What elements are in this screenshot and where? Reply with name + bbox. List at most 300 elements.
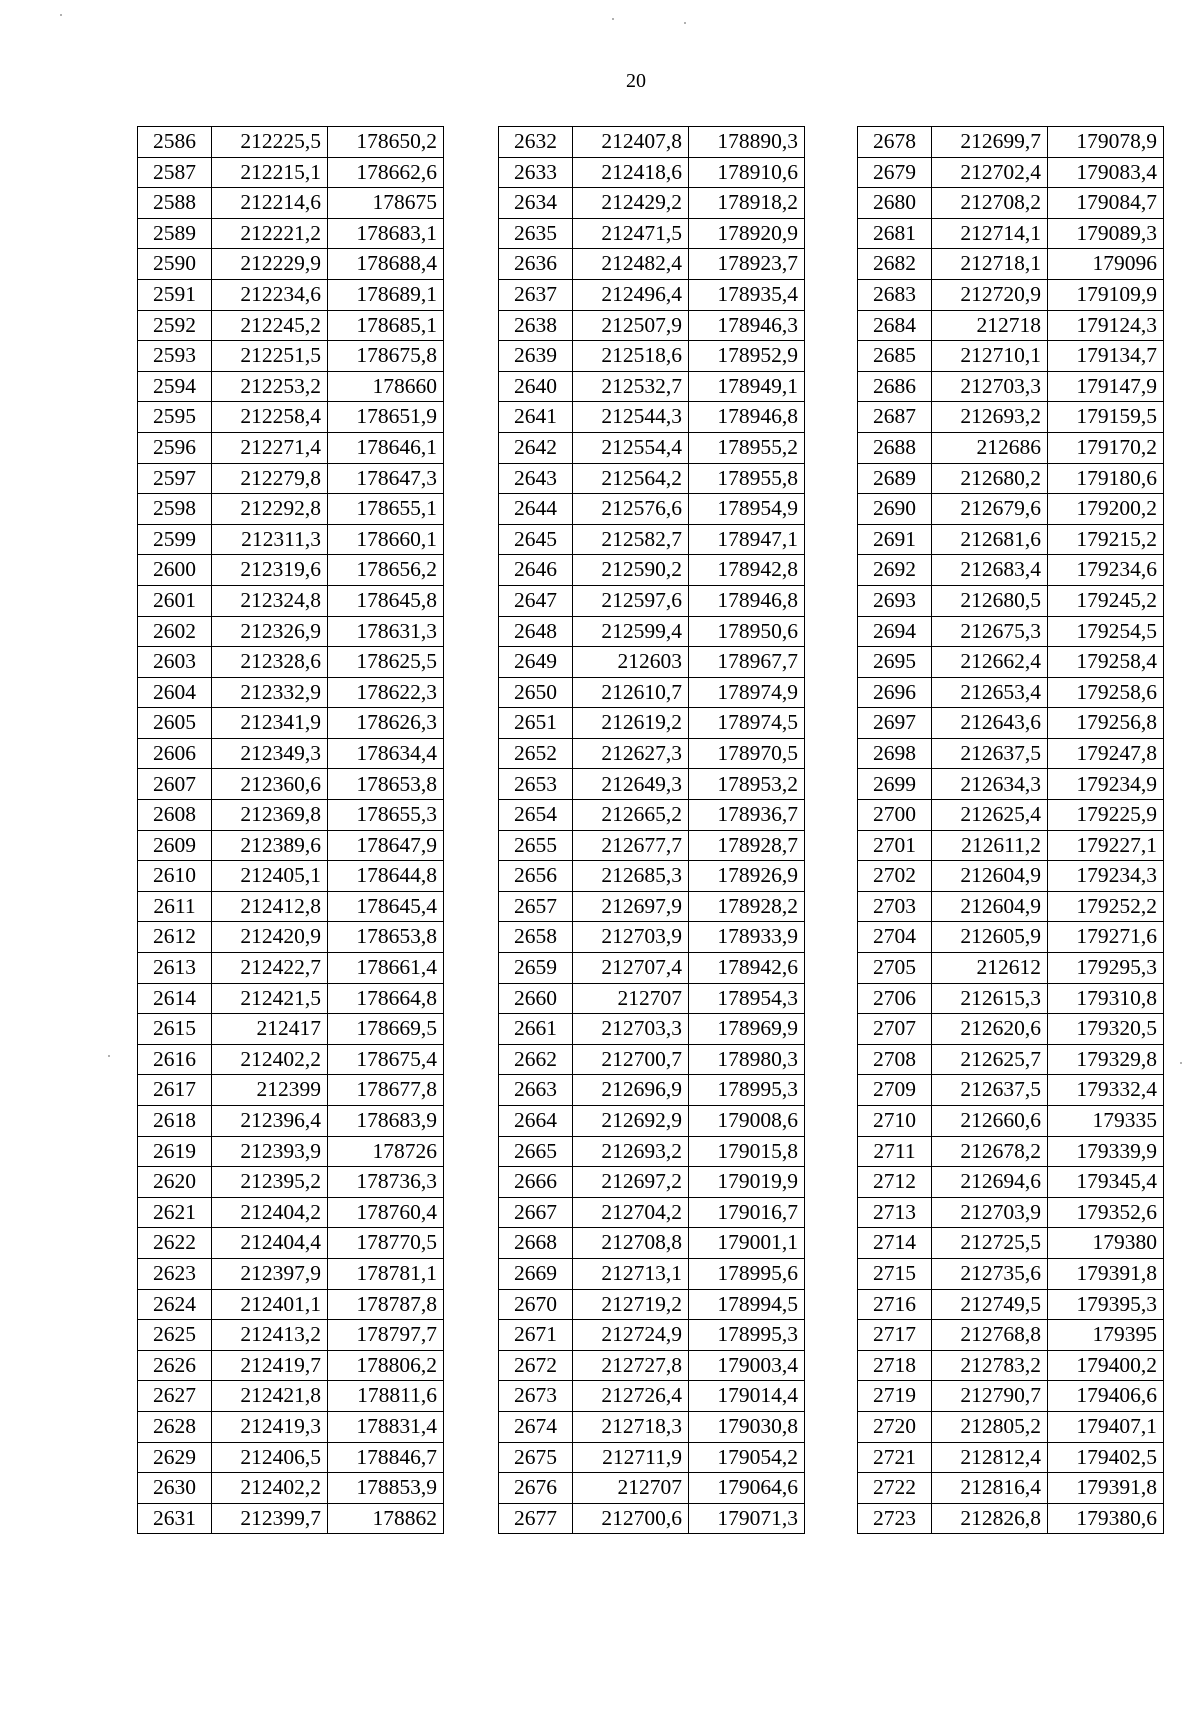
table-row (499, 1167, 805, 1198)
y-coordinate-cell: 178954,3 (689, 983, 805, 1014)
point-number-cell: 2699 (858, 769, 932, 800)
y-coordinate-cell: 179258,6 (1048, 677, 1164, 708)
table-row (858, 1411, 1164, 1442)
table-row (138, 585, 444, 616)
y-coordinate-cell: 179234,3 (1048, 861, 1164, 892)
x-coordinate-cell: 212699,7 (932, 127, 1048, 158)
y-coordinate-cell: 178653,8 (328, 922, 444, 953)
y-coordinate-cell: 179124,3 (1048, 310, 1164, 341)
table-row (138, 1106, 444, 1137)
point-number-cell: 2660 (499, 983, 573, 1014)
table-row (858, 953, 1164, 984)
x-coordinate-cell: 212401,1 (212, 1289, 328, 1320)
y-coordinate-cell: 178933,9 (689, 922, 805, 953)
table-row (858, 983, 1164, 1014)
table-row (858, 1473, 1164, 1504)
x-coordinate-cell: 212643,6 (932, 708, 1048, 739)
x-coordinate-cell: 212532,7 (573, 371, 689, 402)
point-number-cell: 2635 (499, 218, 573, 249)
x-coordinate-cell: 212326,9 (212, 616, 328, 647)
y-coordinate-cell: 178953,2 (689, 769, 805, 800)
y-coordinate-cell: 179395 (1048, 1320, 1164, 1351)
y-coordinate-cell: 179380,6 (1048, 1503, 1164, 1534)
x-coordinate-cell: 212406,5 (212, 1442, 328, 1473)
table-row (499, 341, 805, 372)
x-coordinate-cell: 212677,7 (573, 830, 689, 861)
x-coordinate-cell: 212662,4 (932, 647, 1048, 678)
table-row (138, 555, 444, 586)
point-number-cell: 2715 (858, 1258, 932, 1289)
y-coordinate-cell: 179234,9 (1048, 769, 1164, 800)
y-coordinate-cell: 178622,3 (328, 677, 444, 708)
table-row (499, 953, 805, 984)
table-row (499, 463, 805, 494)
x-coordinate-cell: 212725,5 (932, 1228, 1048, 1259)
point-number-cell: 2671 (499, 1320, 573, 1351)
y-coordinate-cell: 178955,2 (689, 432, 805, 463)
point-number-cell: 2705 (858, 953, 932, 984)
table-row (499, 830, 805, 861)
point-number-cell: 2638 (499, 310, 573, 341)
x-coordinate-cell: 212471,5 (573, 218, 689, 249)
point-number-cell: 2589 (138, 218, 212, 249)
point-number-cell: 2624 (138, 1289, 212, 1320)
x-coordinate-cell: 212703,9 (573, 922, 689, 953)
y-coordinate-cell: 178995,3 (689, 1075, 805, 1106)
x-coordinate-cell: 212225,5 (212, 127, 328, 158)
point-number-cell: 2600 (138, 555, 212, 586)
table-row (499, 1320, 805, 1351)
point-number-cell: 2592 (138, 310, 212, 341)
x-coordinate-cell: 212422,7 (212, 953, 328, 984)
point-number-cell: 2623 (138, 1258, 212, 1289)
y-coordinate-cell: 179400,2 (1048, 1350, 1164, 1381)
y-coordinate-cell: 178644,8 (328, 861, 444, 892)
table-row (138, 891, 444, 922)
table-row (499, 1136, 805, 1167)
point-number-cell: 2622 (138, 1228, 212, 1259)
x-coordinate-cell: 212665,2 (573, 800, 689, 831)
x-coordinate-cell: 212710,1 (932, 341, 1048, 372)
point-number-cell: 2657 (499, 891, 573, 922)
y-coordinate-cell: 178928,7 (689, 830, 805, 861)
y-coordinate-cell: 178950,6 (689, 616, 805, 647)
x-coordinate-cell: 212612 (932, 953, 1048, 984)
point-number-cell: 2602 (138, 616, 212, 647)
x-coordinate-cell: 212619,2 (573, 708, 689, 739)
point-number-cell: 2615 (138, 1014, 212, 1045)
x-coordinate-cell: 212685,3 (573, 861, 689, 892)
x-coordinate-cell: 212680,5 (932, 585, 1048, 616)
point-number-cell: 2587 (138, 157, 212, 188)
point-number-cell: 2646 (499, 555, 573, 586)
x-coordinate-cell: 212214,6 (212, 188, 328, 219)
table-row (138, 1289, 444, 1320)
x-coordinate-cell: 212554,4 (573, 432, 689, 463)
x-coordinate-cell: 212634,3 (932, 769, 1048, 800)
x-coordinate-cell: 212637,5 (932, 1075, 1048, 1106)
y-coordinate-cell: 178661,4 (328, 953, 444, 984)
y-coordinate-cell: 178936,7 (689, 800, 805, 831)
table-row (858, 1136, 1164, 1167)
x-coordinate-cell: 212311,3 (212, 524, 328, 555)
table-row (138, 310, 444, 341)
x-coordinate-cell: 212369,8 (212, 800, 328, 831)
y-coordinate-cell: 178645,4 (328, 891, 444, 922)
point-number-cell: 2701 (858, 830, 932, 861)
table-row (858, 188, 1164, 219)
x-coordinate-cell: 212349,3 (212, 738, 328, 769)
table-row (499, 891, 805, 922)
table-row (858, 127, 1164, 158)
table-row (499, 1503, 805, 1534)
y-coordinate-cell: 179019,9 (689, 1167, 805, 1198)
table-row (499, 769, 805, 800)
x-coordinate-cell: 212599,4 (573, 616, 689, 647)
point-number-cell: 2612 (138, 922, 212, 953)
table-row (858, 555, 1164, 586)
table-row (499, 524, 805, 555)
x-coordinate-cell: 212625,4 (932, 800, 1048, 831)
table-row (138, 524, 444, 555)
table-row (138, 1136, 444, 1167)
point-number-cell: 2634 (499, 188, 573, 219)
point-number-cell: 2692 (858, 555, 932, 586)
x-coordinate-cell: 212649,3 (573, 769, 689, 800)
point-number-cell: 2608 (138, 800, 212, 831)
table-row (499, 800, 805, 831)
x-coordinate-cell: 212396,4 (212, 1106, 328, 1137)
y-coordinate-cell: 179001,1 (689, 1228, 805, 1259)
x-coordinate-cell: 212405,1 (212, 861, 328, 892)
x-coordinate-cell: 212714,1 (932, 218, 1048, 249)
x-coordinate-cell: 212805,2 (932, 1411, 1048, 1442)
x-coordinate-cell: 212681,6 (932, 524, 1048, 555)
y-coordinate-cell: 179234,6 (1048, 555, 1164, 586)
x-coordinate-cell: 212707,4 (573, 953, 689, 984)
x-coordinate-cell: 212253,2 (212, 371, 328, 402)
y-coordinate-cell: 179406,6 (1048, 1381, 1164, 1412)
y-coordinate-cell: 178664,8 (328, 983, 444, 1014)
point-number-cell: 2625 (138, 1320, 212, 1351)
x-coordinate-cell: 212597,6 (573, 585, 689, 616)
x-coordinate-cell: 212419,7 (212, 1350, 328, 1381)
y-coordinate-cell: 179030,8 (689, 1411, 805, 1442)
x-coordinate-cell: 212564,2 (573, 463, 689, 494)
y-coordinate-cell: 179332,4 (1048, 1075, 1164, 1106)
table-row (499, 983, 805, 1014)
table-row (499, 1473, 805, 1504)
y-coordinate-cell: 178689,1 (328, 279, 444, 310)
point-number-cell: 2703 (858, 891, 932, 922)
y-coordinate-cell: 179054,2 (689, 1442, 805, 1473)
point-number-cell: 2687 (858, 402, 932, 433)
point-number-cell: 2599 (138, 524, 212, 555)
x-coordinate-cell: 212399,7 (212, 1503, 328, 1534)
point-number-cell: 2717 (858, 1320, 932, 1351)
x-coordinate-cell: 212251,5 (212, 341, 328, 372)
x-coordinate-cell: 212482,4 (573, 249, 689, 280)
y-coordinate-cell: 179254,5 (1048, 616, 1164, 647)
table-row (138, 1258, 444, 1289)
table-row (138, 1442, 444, 1473)
point-number-cell: 2629 (138, 1442, 212, 1473)
table-row (138, 1473, 444, 1504)
x-coordinate-cell: 212332,9 (212, 677, 328, 708)
table-row (858, 1381, 1164, 1412)
table-row (858, 432, 1164, 463)
point-number-cell: 2694 (858, 616, 932, 647)
x-coordinate-cell: 212319,6 (212, 555, 328, 586)
y-coordinate-cell: 178655,3 (328, 800, 444, 831)
point-number-cell: 2614 (138, 983, 212, 1014)
x-coordinate-cell: 212697,2 (573, 1167, 689, 1198)
point-number-cell: 2680 (858, 188, 932, 219)
y-coordinate-cell: 179352,6 (1048, 1197, 1164, 1228)
x-coordinate-cell: 212693,2 (932, 402, 1048, 433)
table-row (499, 616, 805, 647)
table-row (138, 127, 444, 158)
point-number-cell: 2655 (499, 830, 573, 861)
table-row (858, 157, 1164, 188)
point-number-cell: 2682 (858, 249, 932, 280)
point-number-cell: 2590 (138, 249, 212, 280)
y-coordinate-cell: 179295,3 (1048, 953, 1164, 984)
table-row (138, 708, 444, 739)
y-coordinate-cell: 178660 (328, 371, 444, 402)
point-number-cell: 2691 (858, 524, 932, 555)
point-number-cell: 2626 (138, 1350, 212, 1381)
point-number-cell: 2620 (138, 1167, 212, 1198)
point-number-cell: 2690 (858, 494, 932, 525)
table-row (138, 188, 444, 219)
table-row (138, 402, 444, 433)
table-row (499, 738, 805, 769)
x-coordinate-cell: 212783,2 (932, 1350, 1048, 1381)
x-coordinate-cell: 212703,9 (932, 1197, 1048, 1228)
y-coordinate-cell: 178726 (328, 1136, 444, 1167)
point-number-cell: 2702 (858, 861, 932, 892)
x-coordinate-cell: 212360,6 (212, 769, 328, 800)
y-coordinate-cell: 178683,1 (328, 218, 444, 249)
table-row (499, 1197, 805, 1228)
table-row (499, 1228, 805, 1259)
table-row (499, 157, 805, 188)
x-coordinate-cell: 212620,6 (932, 1014, 1048, 1045)
point-number-cell: 2656 (499, 861, 573, 892)
point-number-cell: 2658 (499, 922, 573, 953)
y-coordinate-cell: 179064,6 (689, 1473, 805, 1504)
x-coordinate-cell: 212279,8 (212, 463, 328, 494)
table-row (138, 1503, 444, 1534)
x-coordinate-cell: 212812,4 (932, 1442, 1048, 1473)
x-coordinate-cell: 212653,4 (932, 677, 1048, 708)
y-coordinate-cell: 179180,6 (1048, 463, 1164, 494)
y-coordinate-cell: 178626,3 (328, 708, 444, 739)
table-row (499, 555, 805, 586)
table-row (138, 1197, 444, 1228)
x-coordinate-cell: 212419,3 (212, 1411, 328, 1442)
y-coordinate-cell: 179089,3 (1048, 218, 1164, 249)
table-row (138, 494, 444, 525)
point-number-cell: 2663 (499, 1075, 573, 1106)
point-number-cell: 2697 (858, 708, 932, 739)
x-coordinate-cell: 212816,4 (932, 1473, 1048, 1504)
scan-speck (1180, 1062, 1182, 1064)
table-row (499, 708, 805, 739)
table-row (858, 463, 1164, 494)
y-coordinate-cell: 179227,1 (1048, 830, 1164, 861)
table-row (858, 585, 1164, 616)
x-coordinate-cell: 212418,6 (573, 157, 689, 188)
x-coordinate-cell: 212707 (573, 983, 689, 1014)
x-coordinate-cell: 212726,4 (573, 1381, 689, 1412)
table-row (858, 1442, 1164, 1473)
coordinate-table-3 (857, 126, 1164, 1534)
table-row (499, 647, 805, 678)
y-coordinate-cell: 178920,9 (689, 218, 805, 249)
table-row (499, 1044, 805, 1075)
y-coordinate-cell: 178995,6 (689, 1258, 805, 1289)
table-row (138, 1167, 444, 1198)
table-row (858, 738, 1164, 769)
table-row (138, 1320, 444, 1351)
table-row (858, 922, 1164, 953)
y-coordinate-cell: 178650,2 (328, 127, 444, 158)
point-number-cell: 2611 (138, 891, 212, 922)
table-row (858, 616, 1164, 647)
point-number-cell: 2641 (499, 402, 573, 433)
y-coordinate-cell: 178995,3 (689, 1320, 805, 1351)
table-row (138, 463, 444, 494)
x-coordinate-cell: 212421,8 (212, 1381, 328, 1412)
y-coordinate-cell: 179407,1 (1048, 1411, 1164, 1442)
point-number-cell: 2668 (499, 1228, 573, 1259)
y-coordinate-cell: 179258,4 (1048, 647, 1164, 678)
point-number-cell: 2716 (858, 1289, 932, 1320)
point-number-cell: 2628 (138, 1411, 212, 1442)
x-coordinate-cell: 212678,2 (932, 1136, 1048, 1167)
point-number-cell: 2642 (499, 432, 573, 463)
y-coordinate-cell: 179008,6 (689, 1106, 805, 1137)
x-coordinate-cell: 212713,1 (573, 1258, 689, 1289)
x-coordinate-cell: 212703,3 (932, 371, 1048, 402)
table-row (499, 494, 805, 525)
table-row (499, 677, 805, 708)
point-number-cell: 2712 (858, 1167, 932, 1198)
x-coordinate-cell: 212627,3 (573, 738, 689, 769)
table-row (858, 249, 1164, 280)
table-row (858, 1289, 1164, 1320)
y-coordinate-cell: 178660,1 (328, 524, 444, 555)
point-number-cell: 2722 (858, 1473, 932, 1504)
point-number-cell: 2669 (499, 1258, 573, 1289)
point-number-cell: 2666 (499, 1167, 573, 1198)
y-coordinate-cell: 179320,5 (1048, 1014, 1164, 1045)
x-coordinate-cell: 212718,3 (573, 1411, 689, 1442)
x-coordinate-cell: 212727,8 (573, 1350, 689, 1381)
point-number-cell: 2695 (858, 647, 932, 678)
point-number-cell: 2709 (858, 1075, 932, 1106)
point-number-cell: 2654 (499, 800, 573, 831)
point-number-cell: 2610 (138, 861, 212, 892)
table-row (858, 1106, 1164, 1137)
table-row (858, 769, 1164, 800)
x-coordinate-cell: 212404,4 (212, 1228, 328, 1259)
y-coordinate-cell: 179078,9 (1048, 127, 1164, 158)
y-coordinate-cell: 178910,6 (689, 157, 805, 188)
y-coordinate-cell: 178675 (328, 188, 444, 219)
x-coordinate-cell: 212271,4 (212, 432, 328, 463)
x-coordinate-cell: 212420,9 (212, 922, 328, 953)
y-coordinate-cell: 178656,2 (328, 555, 444, 586)
y-coordinate-cell: 179339,9 (1048, 1136, 1164, 1167)
x-coordinate-cell: 212402,2 (212, 1044, 328, 1075)
table-row (138, 249, 444, 280)
point-number-cell: 2704 (858, 922, 932, 953)
y-coordinate-cell: 178946,8 (689, 585, 805, 616)
x-coordinate-cell: 212341,9 (212, 708, 328, 739)
table-row (499, 585, 805, 616)
table-row (858, 1197, 1164, 1228)
y-coordinate-cell: 178846,7 (328, 1442, 444, 1473)
point-number-cell: 2719 (858, 1381, 932, 1412)
point-number-cell: 2633 (499, 157, 573, 188)
y-coordinate-cell: 178647,3 (328, 463, 444, 494)
point-number-cell: 2643 (499, 463, 573, 494)
point-number-cell: 2684 (858, 310, 932, 341)
x-coordinate-cell: 212692,9 (573, 1106, 689, 1137)
x-coordinate-cell: 212221,2 (212, 218, 328, 249)
point-number-cell: 2672 (499, 1350, 573, 1381)
y-coordinate-cell: 179109,9 (1048, 279, 1164, 310)
x-coordinate-cell: 212675,3 (932, 616, 1048, 647)
table-row (138, 983, 444, 1014)
table-row (138, 647, 444, 678)
x-coordinate-cell: 212518,6 (573, 341, 689, 372)
x-coordinate-cell: 212258,4 (212, 402, 328, 433)
point-number-cell: 2627 (138, 1381, 212, 1412)
table-row (499, 218, 805, 249)
table-row (499, 127, 805, 158)
point-number-cell: 2621 (138, 1197, 212, 1228)
point-number-cell: 2648 (499, 616, 573, 647)
point-number-cell: 2696 (858, 677, 932, 708)
y-coordinate-cell: 178928,2 (689, 891, 805, 922)
point-number-cell: 2667 (499, 1197, 573, 1228)
table-row (858, 402, 1164, 433)
point-number-cell: 2650 (499, 677, 573, 708)
table-row (858, 1228, 1164, 1259)
table-row (499, 371, 805, 402)
x-coordinate-cell: 212328,6 (212, 647, 328, 678)
y-coordinate-cell: 179084,7 (1048, 188, 1164, 219)
y-coordinate-cell: 179159,5 (1048, 402, 1164, 433)
point-number-cell: 2653 (499, 769, 573, 800)
y-coordinate-cell: 179096 (1048, 249, 1164, 280)
y-coordinate-cell: 179271,6 (1048, 922, 1164, 953)
table-row (858, 891, 1164, 922)
x-coordinate-cell: 212700,6 (573, 1503, 689, 1534)
table-row (858, 371, 1164, 402)
x-coordinate-cell: 212625,7 (932, 1044, 1048, 1075)
x-coordinate-cell: 212582,7 (573, 524, 689, 555)
point-number-cell: 2636 (499, 249, 573, 280)
x-coordinate-cell: 212711,9 (573, 1442, 689, 1473)
table-row (858, 1503, 1164, 1534)
table-row (138, 341, 444, 372)
table-row (138, 953, 444, 984)
